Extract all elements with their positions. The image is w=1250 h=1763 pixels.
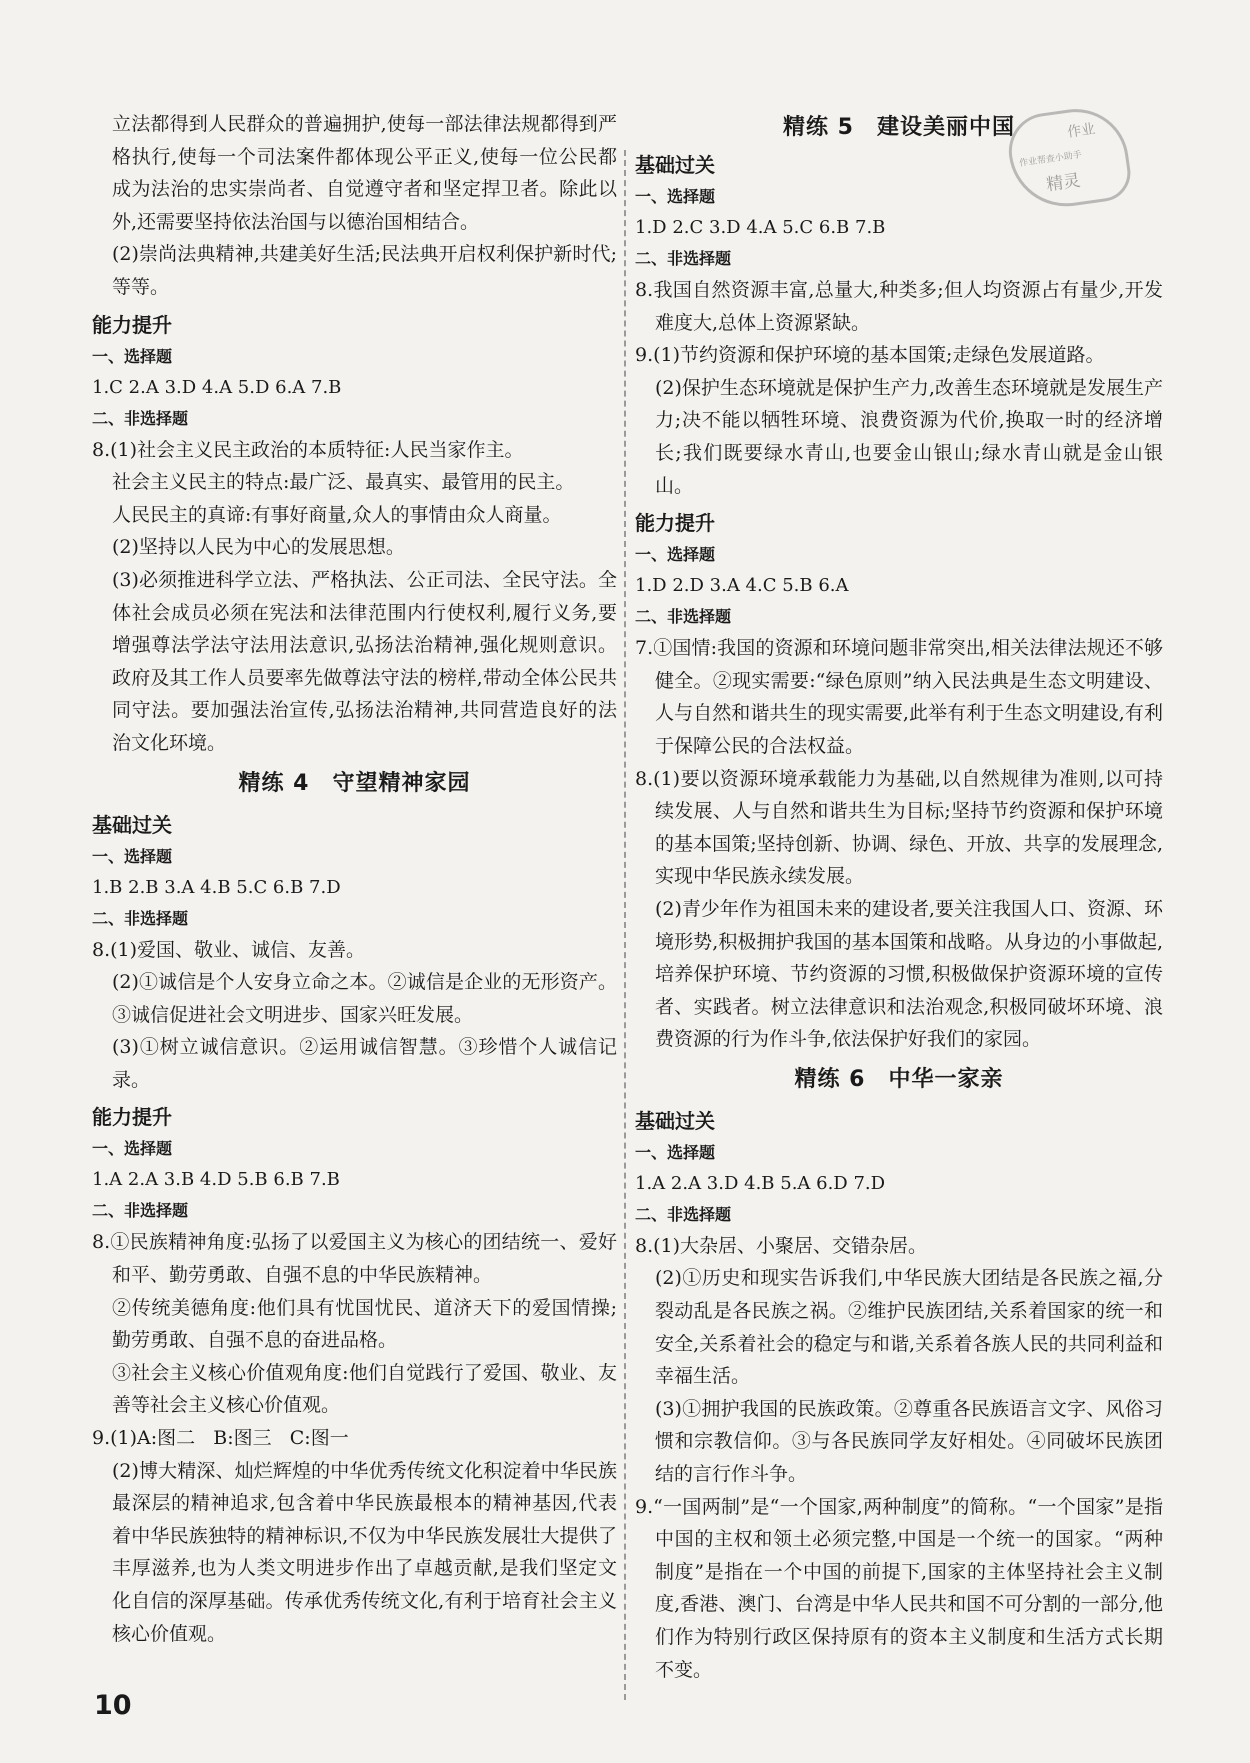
- level-heading: 基础过关: [92, 812, 172, 837]
- answer-key: 1.A 2.A 3.D 4.B 5.A 6.D 7.D: [635, 1172, 886, 1194]
- answer-item: ②传统美德角度:他们具有忧国忧民、道济天下的爱国情操;勤劳勇敢、自强不息的奋进品格。: [112, 1296, 617, 1352]
- answer-item: (3)①拥护我国的民族政策。②尊重各民族语言文字、风俗习惯和宗教信仰。③与各民族同学友好相处。④同破坏民族团结的言行作斗争。: [655, 1397, 1163, 1486]
- answer-item: (2)青少年作为祖国未来的建设者,要关注我国人口、资源、环境形势,积极拥护我国的基本国策和战略。从身边的小事做起,培养保护环境、节约资源的习惯,积极做保护资源环境的宣传者、实践者。树立法律意识和法治观念,积极同破坏环境、浪费资源的行为作斗争,依法保护好我们的家园。: [655, 897, 1163, 1051]
- answer-item: (3)①树立诚信意识。②运用诚信智慧。③珍惜个人诚信记录。: [112, 1036, 617, 1091]
- subsection-heading: 二、非选择题: [635, 1204, 732, 1224]
- answer-key: 1.B 2.B 3.A 4.B 5.C 6.B 7.D: [92, 876, 341, 898]
- answer-item: 8.(1)要以资源环境承载能力为基础,以自然规律为准则,以可持续发展、人与自然和谐共生为目标;坚持节约资源和保护环境的基本国策;坚持创新、协调、绿色、开放、共享的发展理念,实现中华民族永续发展。: [635, 767, 1163, 888]
- page-number: 10: [94, 1690, 132, 1721]
- subsection-heading: 二、非选择题: [635, 607, 732, 627]
- section-title: 精练 4 守望精神家园: [238, 770, 471, 796]
- stamp-text: 作业帮查小助手: [1018, 150, 1083, 169]
- subsection-heading: 二、非选择题: [635, 249, 732, 268]
- answer-key: 1.C 2.A 3.D 4.A 5.D 6.A 7.B: [92, 376, 342, 398]
- answer-item: ③社会主义核心价值观角度:他们自觉践行了爱国、敬业、友善等社会主义核心价值观。: [112, 1361, 617, 1417]
- watermark-stamp: [1004, 102, 1134, 213]
- level-heading: 基础过关: [635, 1108, 715, 1133]
- subsection-heading: 一、选择题: [635, 1142, 716, 1162]
- subsection-heading: 一、选择题: [92, 846, 173, 866]
- paragraph: 立法都得到人民群众的普遍拥护,使每一部法律法规都得到严格执行,使每一个司法案件都体现公平正义,使每一位公民都成为法治的忠实崇尚者、自觉遵守者和坚定捍卫者。除此以外,还需要坚持依法治国与以德治国相结合。: [112, 113, 617, 233]
- answer-item: (2)保护生态环境就是保护生产力,改善生态环境就是发展生产力;决不能以牺牲环境、浪费资源为代价,换取一时的经济增长;我们既要绿水青山,也要金山银山;绿水青山就是金山银山。: [655, 376, 1163, 497]
- left-column: [92, 108, 617, 1650]
- stamp-text: 精灵: [1045, 170, 1082, 196]
- answer-item: (2)坚持以人民为中心的发展思想。: [112, 536, 405, 559]
- subsection-heading: 一、选择题: [92, 1139, 173, 1159]
- answer-item: (3)必须推进科学立法、严格执法、公正司法、全民守法。全体社会成员必须在宪法和法律范围内行使权利,履行义务,要增强尊法学法守法用法意识,弘扬法治精神,强化规则意识。政府及其工作人员要率先做尊法守法的榜样,带动全体公民共同守法。要加强法治宣传,弘扬法治精神,共同营造良好的法治文化环境。: [112, 568, 617, 754]
- answer-item: (2)博大精深、灿烂辉煌的中华优秀传统文化积淀着中华民族最深层的精神追求,包含着中华民族最根本的精神基因,代表着中华民族独特的精神标识,不仅为中华民族发展壮大提供了丰厚滋养,也为人类文明进步作出了卓越贡献,是我们坚定文化自信的深厚基础。传承优秀传统文化,有利于培育社会主义核心价值观。: [112, 1459, 617, 1645]
- paragraph: (2)崇尚法典精神,共建美好生活;民法典开启权利保护新时代;等等。: [112, 243, 617, 298]
- answer-item: 9.“一国两制”是“一个国家,两种制度”的简称。“一个国家”是指中国的主权和领土必须完整,中国是一个统一的国家。“两种制度”是指在一个中国的前提下,国家的主体坚持社会主义制度,香港、澳门、台湾是中华人民共和国不可分割的一部分,他们作为特别行政区保持原有的资本主义制度和生活方式长期不变。: [635, 1495, 1163, 1681]
- section-title: 精练 5 建设美丽中国: [783, 115, 1015, 140]
- right-column: [635, 108, 1163, 1686]
- answer-item: 8.①民族精神角度:弘扬了以爱国主义为核心的团结统一、爱好和平、勤劳勇敢、自强不息的中华民族精神。: [92, 1231, 617, 1287]
- answer-key: 1.A 2.A 3.B 4.D 5.B 6.B 7.B: [92, 1169, 340, 1191]
- level-heading: 能力提升: [92, 1105, 172, 1130]
- answer-item: (2)①历史和现实告诉我们,中华民族大团结是各民族之福,分裂动乱是各民族之祸。②维护民族团结,关系着国家的统一和安全,关系着社会的稳定与和谐,关系着各族人民的共同利益和幸福生活。: [655, 1267, 1163, 1388]
- subsection-heading: 一、选择题: [92, 346, 173, 366]
- answer-item: 8.(1)爱国、敬业、诚信、友善。: [92, 938, 366, 961]
- answer-item: 人民民主的真谛:有事好商量,众人的事情由众人商量。: [112, 503, 562, 526]
- subsection-heading: 一、选择题: [635, 187, 716, 206]
- stamp-text: 作业: [1066, 121, 1097, 141]
- subsection-heading: 二、非选择题: [92, 1201, 189, 1221]
- subsection-heading: 二、非选择题: [92, 408, 189, 428]
- answer-item: 7.①国情:我国的资源和环境问题非常突出,相关法律法规还不够健全。②现实需要:“绿色原则”纳入民法典是生态文明建设、人与自然和谐共生的现实需要,此举有利于生态文明建设,有利于保障公民的合法权益。: [635, 637, 1163, 757]
- level-heading: 能力提升: [92, 312, 172, 337]
- column-divider: [624, 150, 626, 1700]
- subsection-heading: 一、选择题: [635, 545, 716, 565]
- answer-item: 社会主义民主的特点:最广泛、最真实、最管用的民主。: [112, 471, 575, 494]
- answer-item: 9.(1)节约资源和保护环境的基本国策;走绿色发展道路。: [635, 344, 1105, 367]
- answer-item: (2)①诚信是个人安身立命之本。②诚信是企业的无形资产。③诚信促进社会文明进步、国家兴旺发展。: [112, 971, 617, 1026]
- answer-item: 8.我国自然资源丰富,总量大,种类多;但人均资源占有量少,开发难度大,总体上资源紧缺。: [635, 279, 1163, 334]
- answer-item: 8.(1)社会主义民主政治的本质特征:人民当家作主。: [92, 438, 524, 461]
- subsection-heading: 二、非选择题: [92, 908, 189, 928]
- answer-key: 1.D 2.D 3.A 4.C 5.B 6.A: [635, 575, 849, 597]
- stamp-graphic: [1007, 106, 1130, 211]
- level-heading: 能力提升: [635, 511, 715, 536]
- section-title: 精练 6 中华一家亲: [794, 1066, 1004, 1092]
- answer-item: 8.(1)大杂居、小聚居、交错杂居。: [635, 1234, 928, 1257]
- answer-key: 1.D 2.C 3.D 4.A 5.C 6.B 7.B: [635, 217, 886, 238]
- level-heading: 基础过关: [635, 153, 715, 177]
- answer-item: 9.(1)A:图二 B:图三 C:图一: [92, 1427, 349, 1450]
